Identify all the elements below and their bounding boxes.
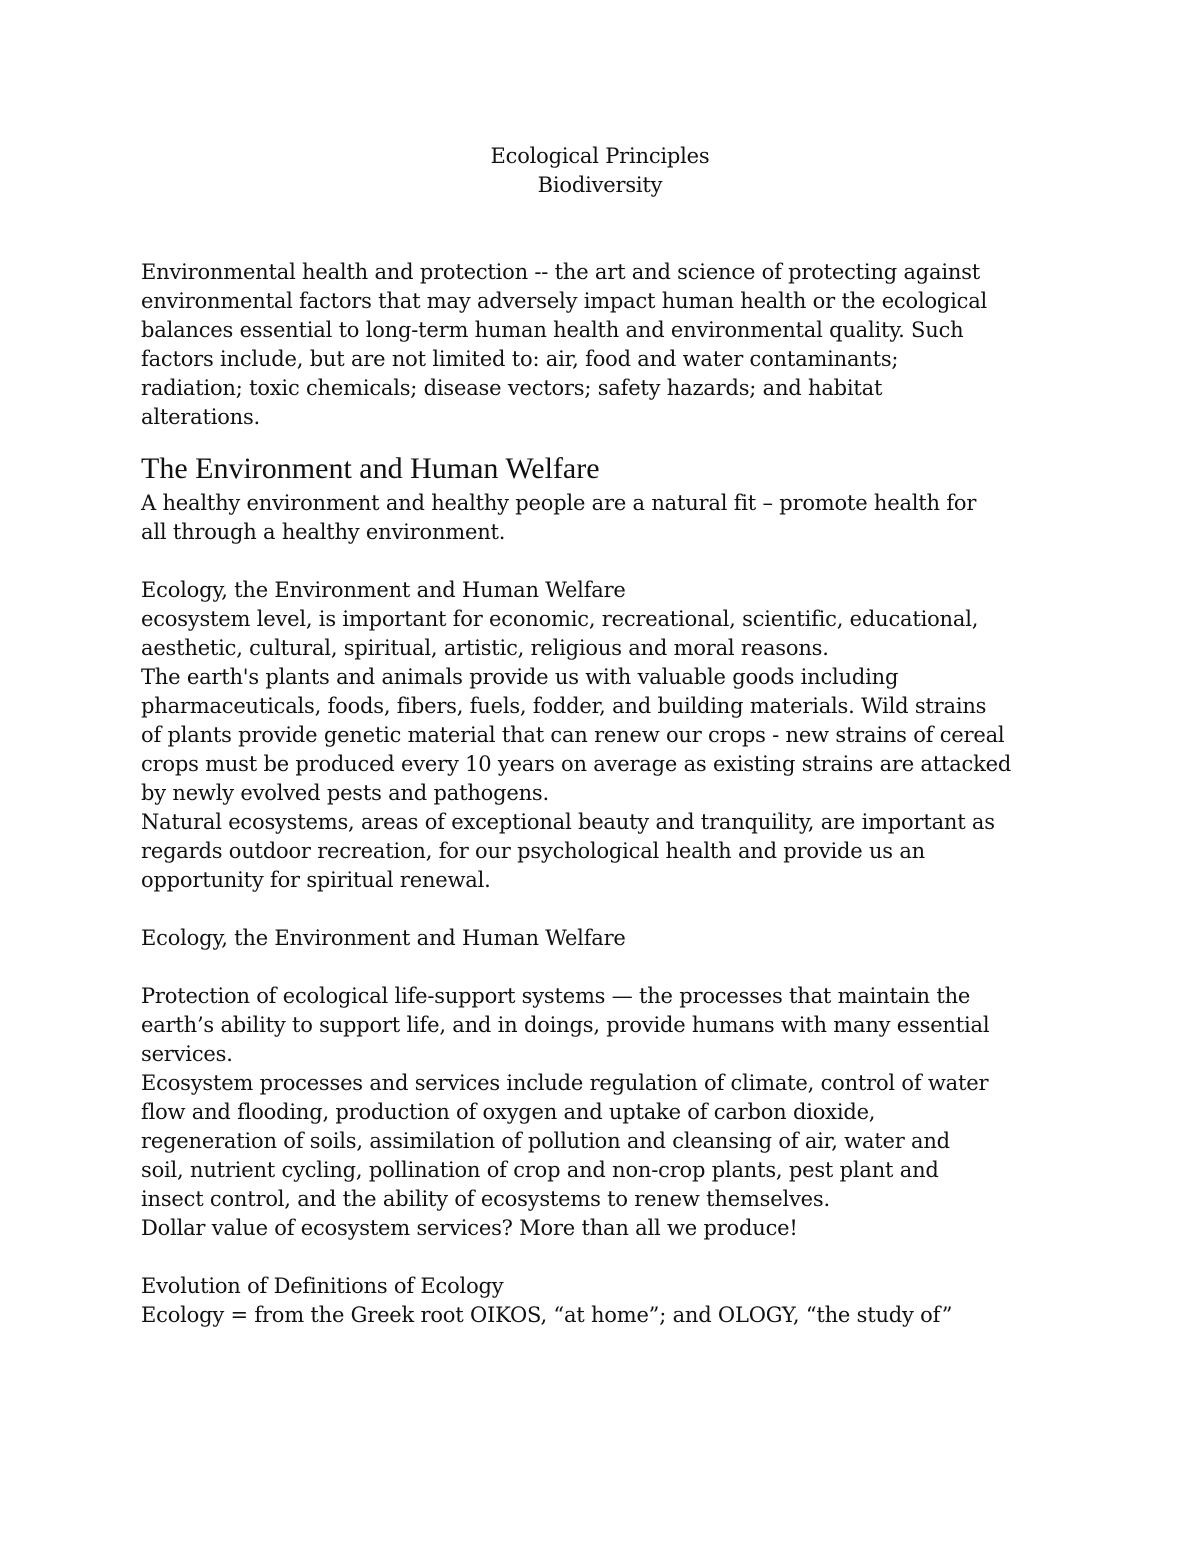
block-ecology-welfare-2 bbox=[141, 924, 1071, 1243]
text-line: all through a healthy environment. bbox=[141, 520, 506, 544]
block-ecology-welfare-1 bbox=[141, 576, 1071, 895]
text-line: of plants provide genetic material that can renew our crops - new strains of cereal bbox=[141, 723, 1005, 747]
text-line: radiation; toxic chemicals; disease vectors; safety hazards; and habitat bbox=[141, 376, 883, 400]
intro-paragraph bbox=[141, 258, 1071, 432]
text-line: opportunity for spiritual renewal. bbox=[141, 868, 491, 892]
text-line: balances essential to long-term human health and environmental quality. Such bbox=[141, 318, 964, 342]
text-line: Ecology = from the Greek root OIKOS, “at home”; and OLOGY, “the study of” bbox=[141, 1303, 953, 1327]
text-line: Protection of ecological life-support systems — the processes that maintain the bbox=[141, 984, 971, 1008]
text-line: Environmental health and protection -- the art and science of protecting against bbox=[141, 260, 981, 284]
text-line: The earth's plants and animals provide us with valuable goods including bbox=[141, 665, 899, 689]
text-line: Ecosystem processes and services include regulation of climate, control of water bbox=[141, 1071, 989, 1095]
document-subtitle: Biodiversity bbox=[537, 173, 663, 197]
document-body bbox=[141, 142, 1071, 1330]
text-line: Natural ecosystems, areas of exceptional beauty and tranquility, are important as bbox=[141, 810, 995, 834]
spacer bbox=[141, 200, 1071, 258]
text-line: Dollar value of ecosystem services? More than all we produce! bbox=[141, 1216, 798, 1240]
section-intro-paragraph bbox=[141, 489, 1071, 547]
text-line: environmental factors that may adversely impact human health or the ecological bbox=[141, 289, 988, 313]
text-line: pharmaceuticals, foods, fibers, fuels, fodder, and building materials. Wild strains bbox=[141, 694, 987, 718]
spacer bbox=[141, 895, 1071, 924]
text-line: regards outdoor recreation, for our psychological health and provide us an bbox=[141, 839, 925, 863]
document-title: Ecological Principles bbox=[490, 144, 710, 168]
text-line: crops must be produced every 10 years on average as existing strains are attacked bbox=[141, 752, 1012, 776]
text-line: soil, nutrient cycling, pollination of crop and non-crop plants, pest plant and bbox=[141, 1158, 939, 1182]
text-line: A healthy environment and healthy people are a natural fit – promote health for bbox=[141, 491, 977, 515]
text-line: alterations. bbox=[141, 405, 261, 429]
text-line: by newly evolved pests and pathogens. bbox=[141, 781, 549, 805]
text-line: earth’s ability to support life, and in doings, provide humans with many essential bbox=[141, 1013, 990, 1037]
text-line: ecosystem level, is important for economic, recreational, scientific, educational, bbox=[141, 607, 979, 631]
text-line: flow and flooding, production of oxygen and uptake of carbon dioxide, bbox=[141, 1100, 876, 1124]
block-heading: Ecology, the Environment and Human Welfare bbox=[141, 926, 626, 950]
spacer bbox=[141, 547, 1071, 576]
spacer bbox=[141, 1243, 1071, 1272]
block-heading: Evolution of Definitions of Ecology bbox=[141, 1274, 504, 1298]
text-line: services. bbox=[141, 1042, 233, 1066]
text-line: factors include, but are not limited to: air, food and water contaminants; bbox=[141, 347, 899, 371]
text-line: aesthetic, cultural, spiritual, artistic, religious and moral reasons. bbox=[141, 636, 829, 660]
block-evolution-definitions bbox=[141, 1272, 1071, 1330]
block-heading: Ecology, the Environment and Human Welfare bbox=[141, 578, 626, 602]
spacer bbox=[141, 953, 1071, 982]
section-heading: The Environment and Human Welfare bbox=[141, 452, 600, 485]
text-line: regeneration of soils, assimilation of pollution and cleansing of air, water and bbox=[141, 1129, 950, 1153]
text-line: insect control, and the ability of ecosystems to renew themselves. bbox=[141, 1187, 830, 1211]
